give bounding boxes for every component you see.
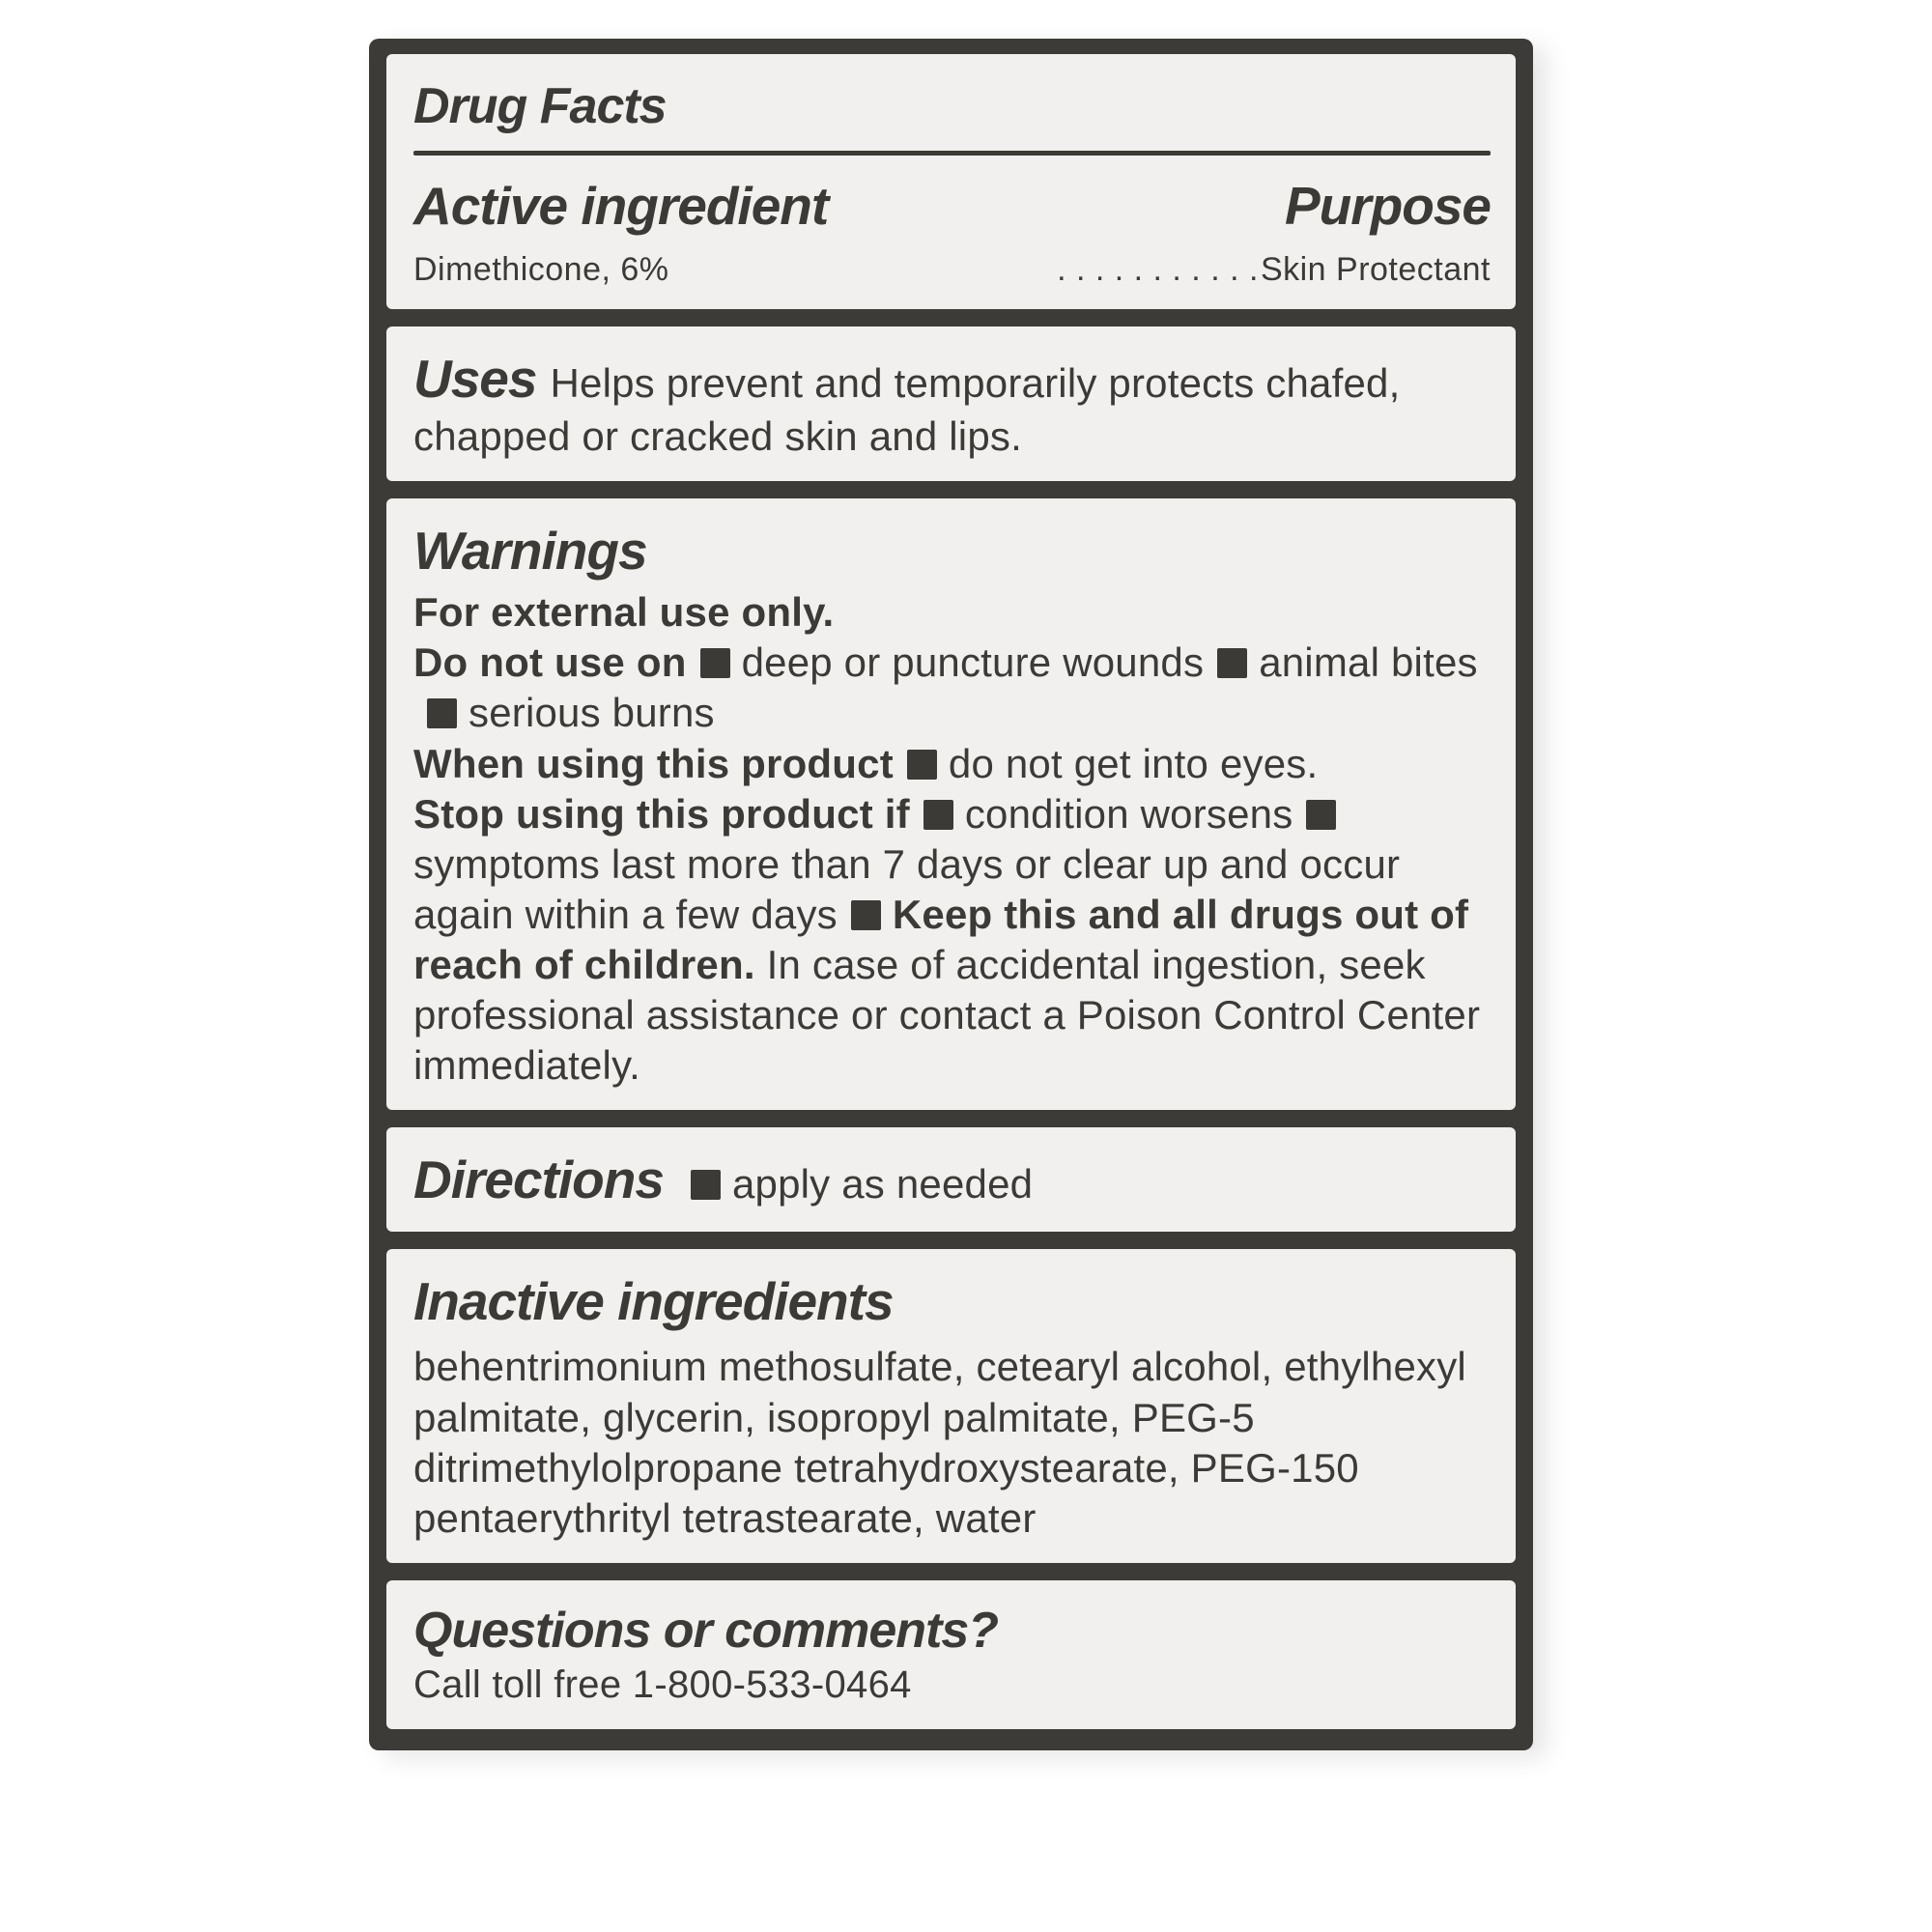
section-warnings [386, 498, 1516, 1110]
warnings-external-use [413, 587, 1491, 638]
directions-paragraph [413, 1147, 1491, 1212]
external-use-text: For external use only. [413, 589, 835, 636]
stop-using-label: Stop using this product if [413, 790, 910, 837]
keep-away-rest-text: In case of accidental ingestion, seek professional assistance or contact a Poison Control Center immediately. [413, 941, 1481, 1088]
when-using-item: do not get into eyes. [948, 740, 1319, 786]
bullet-square-icon [1217, 648, 1247, 678]
bullet-square-icon [1306, 800, 1336, 830]
bullet-square-icon [851, 900, 881, 930]
warnings-when-using [413, 739, 1491, 789]
stop-using-item-1: condition worsens [964, 790, 1293, 837]
drug-facts-label [369, 39, 1533, 1750]
purpose-value: Skin Protectant [1260, 250, 1491, 288]
questions-heading: Questions or comments? [413, 1602, 998, 1659]
section-uses [386, 327, 1516, 481]
bullet-square-icon [907, 750, 937, 780]
inactive-ingredients-heading: Inactive ingredients [413, 1271, 894, 1332]
warnings-do-not-use [413, 638, 1491, 738]
dot-leader: . . . . . . . . . . . [1057, 250, 1259, 288]
warnings-stop-using [413, 789, 1491, 1091]
directions-heading: Directions [413, 1150, 664, 1210]
do-not-use-item-1: deep or puncture wounds [741, 639, 1205, 686]
uses-text: Helps prevent and temporarily protects chafed, chapped or cracked skin and lips. [413, 359, 1401, 459]
bullet-square-icon [923, 800, 953, 830]
toll-free-line: Call toll free 1-800-533-0464 [413, 1663, 912, 1707]
section-questions [386, 1580, 1516, 1729]
when-using-label: When using this product [413, 740, 894, 786]
section-directions [386, 1127, 1516, 1232]
active-ingredient-row [413, 249, 1491, 290]
section-title-and-active-ingredient [386, 54, 1516, 309]
active-purpose-heading-row [413, 173, 1491, 239]
drug-facts-title: Drug Facts [413, 78, 667, 134]
uses-paragraph [413, 346, 1491, 462]
do-not-use-item-2: animal bites [1259, 639, 1478, 686]
bullet-square-icon [691, 1170, 721, 1200]
active-ingredient-heading: Active ingredient [413, 176, 829, 237]
bullet-square-icon [427, 698, 457, 728]
active-ingredient-name: Dimethicone, 6% [413, 250, 669, 288]
do-not-use-item-3: serious burns [469, 690, 715, 736]
purpose-heading: Purpose [1284, 176, 1491, 237]
keep-away-bold-text: Keep this and all drugs out of reach of children. [413, 891, 1469, 987]
warnings-heading: Warnings [413, 521, 647, 582]
title-divider-rule [413, 151, 1491, 156]
bullet-square-icon [700, 648, 730, 678]
stop-using-item-2: symptoms last more than 7 days or clear up and occur again within a few days [413, 840, 1401, 937]
inactive-ingredients-text: behentrimonium methosulfate, cetearyl alcohol, ethylhexyl palmitate, glycerin, isopropyl palmitate, PEG-5 ditrimethylolpropane tetrahydroxystearate, PEG-150 pentaerythrityl tetrastearate, water [413, 1344, 1466, 1541]
do-not-use-label: Do not use on [413, 639, 687, 686]
directions-item: apply as needed [731, 1161, 1034, 1208]
uses-heading: Uses [413, 348, 537, 409]
section-inactive-ingredients [386, 1249, 1516, 1563]
